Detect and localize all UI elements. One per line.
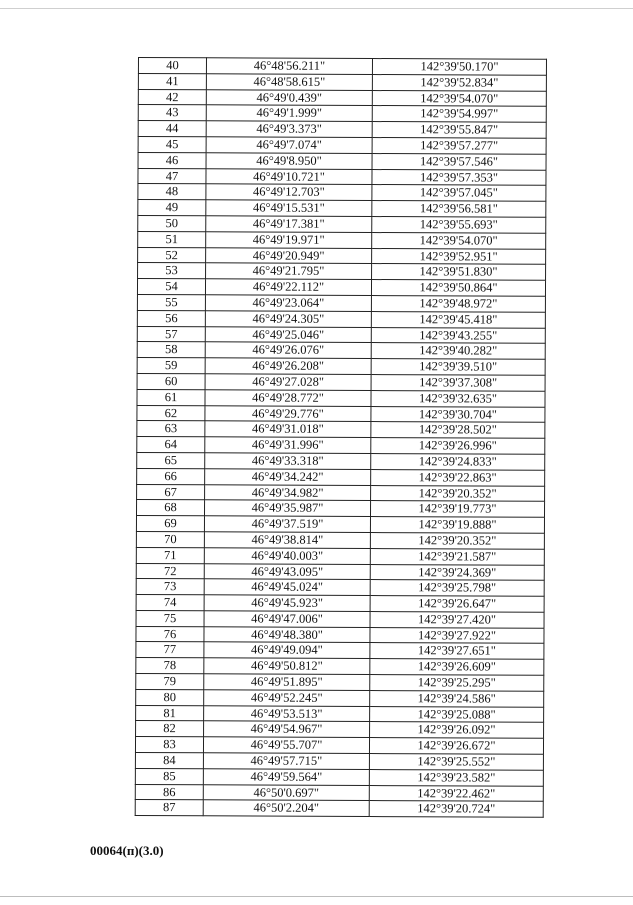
latitude-cell: 46°49'53.513" (204, 705, 370, 722)
longitude-cell: 142°39'51.830" (372, 264, 546, 281)
table-row (137, 421, 545, 439)
point-number-cell: 63 (137, 421, 205, 437)
point-number-cell: 61 (137, 389, 205, 405)
table-row (136, 658, 544, 676)
latitude-cell: 46°49'28.772" (205, 390, 371, 407)
point-number-cell: 80 (136, 689, 204, 705)
latitude-cell: 46°49'22.112" (205, 279, 371, 296)
longitude-cell: 142°39'25.798" (370, 580, 544, 597)
longitude-cell: 142°39'27.922" (370, 627, 544, 644)
table-row (137, 405, 545, 423)
latitude-cell: 46°49'57.715" (203, 753, 369, 770)
longitude-cell: 142°39'27.420" (370, 611, 544, 628)
table-row (138, 152, 546, 170)
table-row (137, 358, 545, 376)
latitude-cell: 46°49'47.006" (204, 611, 370, 628)
longitude-cell: 142°39'52.834" (372, 74, 546, 91)
longitude-cell: 142°39'57.353" (372, 169, 546, 186)
latitude-cell: 46°49'31.018" (205, 421, 371, 438)
latitude-cell: 46°49'40.003" (204, 547, 370, 564)
longitude-cell: 142°39'40.282" (371, 343, 545, 360)
longitude-cell: 142°39'56.581" (372, 201, 546, 218)
longitude-cell: 142°39'26.672" (369, 738, 543, 755)
point-number-cell: 46 (138, 152, 206, 168)
longitude-cell: 142°39'28.502" (371, 422, 545, 439)
table-row (136, 626, 544, 644)
table-row (137, 294, 545, 312)
latitude-cell: 46°49'7.074" (206, 137, 372, 154)
longitude-cell: 142°39'26.092" (370, 722, 544, 739)
table-row (138, 136, 546, 154)
point-number-cell: 65 (137, 452, 205, 468)
scan-bottom-edge (0, 896, 633, 897)
point-number-cell: 74 (136, 595, 204, 611)
latitude-cell: 46°49'1.999" (206, 105, 372, 122)
table-row (138, 247, 546, 265)
longitude-cell: 142°39'52.951" (372, 248, 546, 265)
table-row (138, 58, 546, 76)
latitude-cell: 46°49'26.076" (205, 342, 371, 359)
latitude-cell: 46°49'0.439" (206, 89, 372, 106)
latitude-cell: 46°49'24.305" (205, 311, 371, 328)
point-number-cell: 59 (137, 358, 205, 374)
point-number-cell: 58 (137, 342, 205, 358)
table-row (136, 674, 544, 692)
latitude-cell: 46°49'38.814" (204, 532, 370, 549)
table-row (137, 326, 545, 344)
longitude-cell: 142°39'24.369" (370, 564, 544, 581)
longitude-cell: 142°39'54.997" (372, 106, 546, 123)
scan-top-edge (0, 8, 633, 9)
table-row (136, 516, 544, 534)
longitude-cell: 142°39'20.352" (370, 532, 544, 549)
table-row (136, 500, 544, 518)
point-number-cell: 56 (137, 310, 205, 326)
point-number-cell: 42 (138, 89, 206, 105)
longitude-cell: 142°39'24.586" (370, 690, 544, 707)
point-number-cell: 50 (138, 215, 206, 231)
latitude-cell: 46°50'0.697" (203, 784, 369, 801)
longitude-cell: 142°39'20.724" (369, 801, 543, 818)
longitude-cell: 142°39'57.277" (372, 138, 546, 155)
point-number-cell: 83 (135, 737, 203, 753)
table-row (135, 800, 543, 818)
point-number-cell: 64 (137, 437, 205, 453)
longitude-cell: 142°39'50.170" (372, 59, 546, 76)
point-number-cell: 53 (138, 263, 206, 279)
table-row (135, 753, 543, 771)
table-row (138, 231, 546, 249)
latitude-cell: 46°49'17.381" (206, 216, 372, 233)
longitude-cell: 142°39'57.045" (372, 185, 546, 202)
latitude-cell: 46°49'27.028" (205, 374, 371, 391)
table-row (136, 721, 544, 739)
table-row (137, 310, 545, 328)
table-row (138, 215, 546, 233)
table-row (136, 563, 544, 581)
table-row (137, 389, 545, 407)
latitude-cell: 46°49'23.064" (205, 295, 371, 312)
longitude-cell: 142°39'30.704" (371, 406, 545, 423)
latitude-cell: 46°49'50.812" (204, 658, 370, 675)
longitude-cell: 142°39'23.582" (369, 769, 543, 786)
point-number-cell: 79 (136, 674, 204, 690)
point-number-cell: 73 (136, 579, 204, 595)
table-row (138, 184, 546, 202)
latitude-cell: 46°48'56.211" (206, 58, 372, 75)
point-number-cell: 84 (135, 753, 203, 769)
table-row (138, 263, 546, 281)
latitude-cell: 46°49'15.531" (206, 200, 372, 217)
table-row (138, 73, 546, 91)
longitude-cell: 142°39'26.647" (370, 596, 544, 613)
table-row (136, 610, 544, 628)
longitude-cell: 142°39'50.864" (371, 280, 545, 297)
longitude-cell: 142°39'25.088" (370, 706, 544, 723)
longitude-cell: 142°39'26.609" (370, 659, 544, 676)
point-number-cell: 77 (136, 642, 204, 658)
table-row (138, 168, 546, 186)
longitude-cell: 142°39'45.418" (371, 311, 545, 328)
longitude-cell: 142°39'26.996" (371, 438, 545, 455)
point-number-cell: 43 (138, 105, 206, 121)
table-row (136, 595, 544, 613)
longitude-cell: 142°39'20.352" (371, 485, 545, 502)
latitude-cell: 46°49'48.380" (204, 626, 370, 643)
point-number-cell: 70 (136, 531, 204, 547)
table-row (137, 437, 545, 455)
latitude-cell: 46°49'45.024" (204, 579, 370, 596)
point-number-cell: 82 (136, 721, 204, 737)
table-row (138, 105, 546, 123)
longitude-cell: 142°39'32.635" (371, 390, 545, 407)
table-row (138, 121, 546, 139)
latitude-cell: 46°49'45.923" (204, 595, 370, 612)
point-number-cell: 78 (136, 658, 204, 674)
latitude-cell: 46°50'2.204" (203, 800, 369, 817)
longitude-cell: 142°39'55.847" (372, 122, 546, 139)
point-number-cell: 86 (135, 784, 203, 800)
longitude-cell: 142°39'37.308" (371, 374, 545, 391)
table-row (136, 579, 544, 597)
table-row (135, 737, 543, 755)
point-number-cell: 66 (137, 468, 205, 484)
table-row (137, 373, 545, 391)
table-row (135, 784, 543, 802)
latitude-cell: 46°49'51.895" (204, 674, 370, 691)
document-code: 00064(п)(3.0) (90, 843, 164, 858)
point-number-cell: 81 (136, 705, 204, 721)
longitude-cell: 142°39'39.510" (371, 359, 545, 376)
longitude-cell: 142°39'54.070" (372, 90, 546, 107)
latitude-cell: 46°49'3.373" (206, 121, 372, 138)
latitude-cell: 46°49'26.208" (205, 358, 371, 375)
latitude-cell: 46°49'10.721" (206, 168, 372, 185)
point-number-cell: 47 (138, 168, 206, 184)
longitude-cell: 142°39'22.462" (369, 785, 543, 802)
point-number-cell: 62 (137, 405, 205, 421)
point-number-cell: 67 (137, 484, 205, 500)
table-row (137, 468, 545, 486)
point-number-cell: 48 (138, 184, 206, 200)
latitude-cell: 46°49'55.707" (203, 737, 369, 754)
table-row (137, 452, 545, 470)
latitude-cell: 46°49'49.094" (204, 642, 370, 659)
longitude-cell: 142°39'19.888" (370, 517, 544, 534)
point-number-cell: 72 (136, 563, 204, 579)
longitude-cell: 142°39'21.587" (370, 548, 544, 565)
longitude-cell: 142°39'22.863" (371, 469, 545, 486)
coordinates-table-body (135, 58, 546, 818)
point-number-cell: 41 (138, 73, 206, 89)
point-number-cell: 68 (136, 500, 204, 516)
point-number-cell: 75 (136, 610, 204, 626)
point-number-cell: 87 (135, 800, 203, 816)
longitude-cell: 142°39'55.693" (372, 216, 546, 233)
point-number-cell: 57 (137, 326, 205, 342)
latitude-cell: 46°49'54.967" (204, 721, 370, 738)
point-number-cell: 54 (137, 279, 205, 295)
latitude-cell: 46°49'52.245" (204, 690, 370, 707)
point-number-cell: 52 (138, 247, 206, 263)
table-row (136, 705, 544, 723)
latitude-cell: 46°49'34.982" (205, 484, 371, 501)
point-number-cell: 85 (135, 768, 203, 784)
latitude-cell: 46°49'31.996" (205, 437, 371, 454)
longitude-cell: 142°39'24.833" (371, 453, 545, 470)
point-number-cell: 76 (136, 626, 204, 642)
latitude-cell: 46°49'20.949" (206, 247, 372, 264)
latitude-cell: 46°49'34.242" (205, 469, 371, 486)
longitude-cell: 142°39'19.773" (370, 501, 544, 518)
table-row (136, 689, 544, 707)
latitude-cell: 46°49'21.795" (206, 263, 372, 280)
latitude-cell: 46°49'19.971" (206, 232, 372, 249)
point-number-cell: 60 (137, 373, 205, 389)
latitude-cell: 46°49'59.564" (203, 769, 369, 786)
point-number-cell: 40 (138, 58, 206, 74)
latitude-cell: 46°49'8.950" (206, 153, 372, 170)
table-row (136, 642, 544, 660)
table-row (137, 484, 545, 502)
table-row (136, 531, 544, 549)
latitude-cell: 46°49'43.095" (204, 563, 370, 580)
longitude-cell: 142°39'25.552" (369, 754, 543, 771)
coordinates-table (135, 57, 547, 818)
latitude-cell: 46°49'12.703" (206, 184, 372, 201)
latitude-cell: 46°49'33.318" (205, 453, 371, 470)
table-row (136, 547, 544, 565)
latitude-cell: 46°48'58.615" (206, 74, 372, 91)
latitude-cell: 46°49'37.519" (204, 516, 370, 533)
latitude-cell: 46°49'25.046" (205, 326, 371, 343)
table-row (135, 768, 543, 786)
table-row (138, 89, 546, 107)
longitude-cell: 142°39'27.651" (370, 643, 544, 660)
table-row (138, 200, 546, 218)
latitude-cell: 46°49'35.987" (204, 500, 370, 517)
longitude-cell: 142°39'43.255" (371, 327, 545, 344)
longitude-cell: 142°39'54.070" (372, 232, 546, 249)
longitude-cell: 142°39'48.972" (371, 295, 545, 312)
point-number-cell: 49 (138, 200, 206, 216)
longitude-cell: 142°39'25.295" (370, 675, 544, 692)
table-row (137, 279, 545, 297)
point-number-cell: 51 (138, 231, 206, 247)
point-number-cell: 44 (138, 121, 206, 137)
latitude-cell: 46°49'29.776" (205, 405, 371, 422)
point-number-cell: 71 (136, 547, 204, 563)
point-number-cell: 69 (136, 516, 204, 532)
point-number-cell: 45 (138, 136, 206, 152)
table-row (137, 342, 545, 360)
longitude-cell: 142°39'57.546" (372, 153, 546, 170)
point-number-cell: 55 (137, 294, 205, 310)
